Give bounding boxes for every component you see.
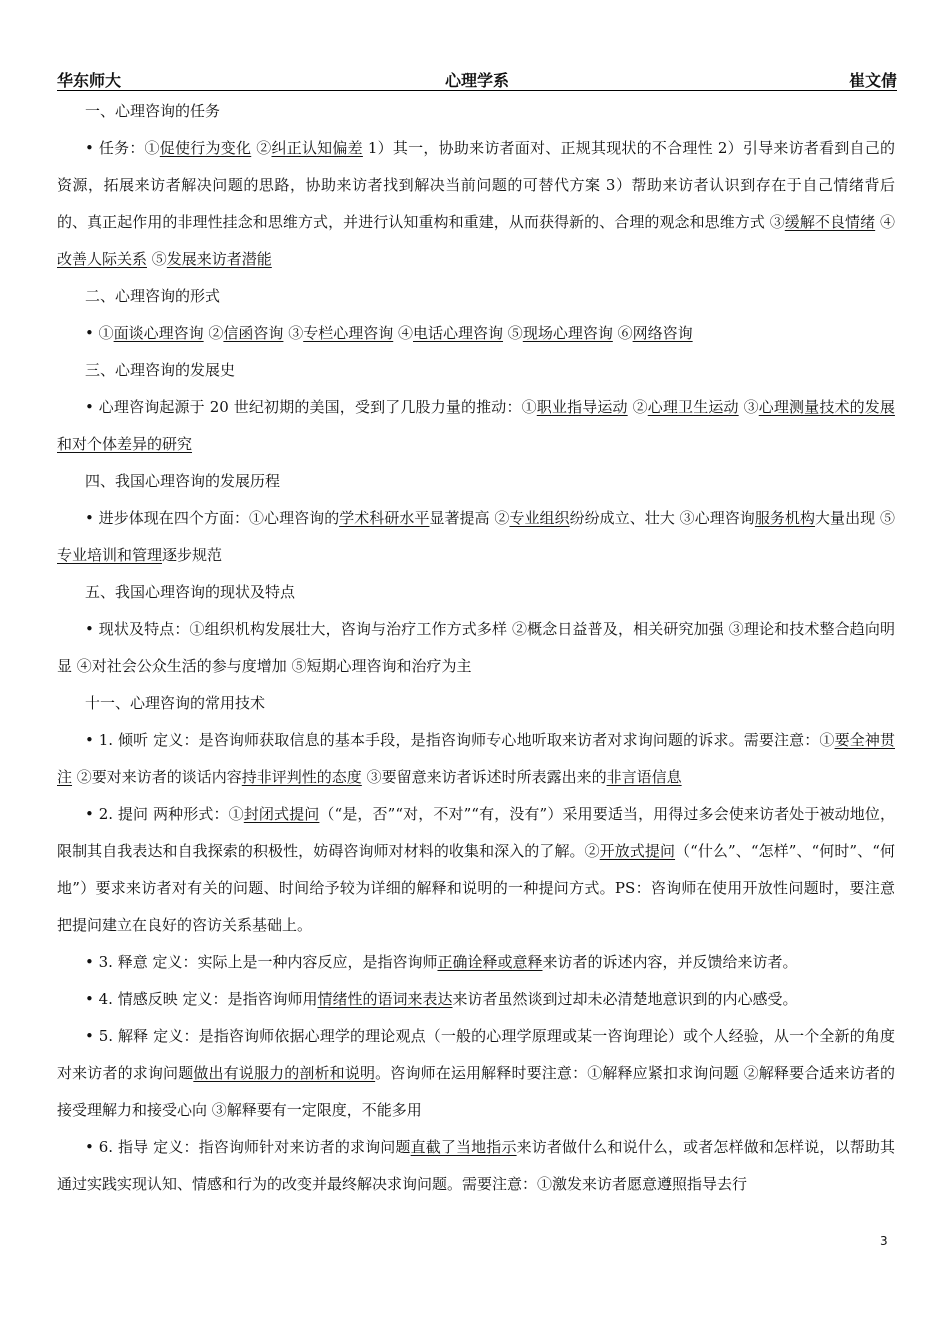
section-heading: 三、心理咨询的发展史 [85,361,236,379]
paragraph: • 1. 倾听 定义：是咨询师获取信息的基本手段，是指咨询师专心地听取来访者对求询问题的诉求。需要注意：①要全神贯注 ②要对来访者的谈话内容持非评判性的态度 ③要留意来访者诉述时所表露出来的非言语信息 [57,731,895,786]
section-heading: 五、我国心理咨询的现状及特点 [85,583,296,601]
section-heading: 十一、心理咨询的常用技术 [85,694,266,712]
header-left: 华东师大 [57,71,122,90]
paragraph: • 心理咨询起源于 20 世纪初期的美国，受到了几股力量的推动：①职业指导运动 ②心理卫生运动 ③心理测量技术的发展和对个体差异的研究 [57,398,895,453]
paragraph: • ①面谈心理咨询 ②信函咨询 ③专栏心理咨询 ④电话心理咨询 ⑤现场心理咨询 ⑥网络咨询 [85,324,693,342]
section-heading: 二、心理咨询的形式 [85,287,221,305]
paragraph: • 2. 提问 两种形式：①封闭式提问（“是，否”“对，不对”“有，没有”）采用要适当，用得过多会使来访者处于被动地位，限制其自我表达和自我探索的积极性，妨碍咨询师对材料的收集和深入的了解。②开放式提问（“什么”、“怎样”、“何时”、“何地”）要求来访者对有关的问题、时间给予较为详细的解释和说明的一种提问方式。PS：咨询师在使用开放性问题时，要注意把提问建立在良好的咨访关系基础上。 [57,805,895,934]
header-center: 心理学系 [444,71,509,90]
paragraph: • 5. 解释 定义：是指咨询师依据心理学的理论观点（一般的心理学原理或某一咨询理论）或个人经验，从一个全新的角度对来访者的求询问题做出有说服力的剖析和说明。咨询师在运用解释时要注意：①解释应紧扣求询问题 ②解释要合适来访者的接受理解力和接受心向 ③解释要有一定限度，不能多用 [57,1027,895,1119]
paragraph: • 进步体现在四个方面：①心理咨询的学术科研水平显著提高 ②专业组织纷纷成立、壮大 ③心理咨询服务机构大量出现 ⑤专业培训和管理逐步规范 [57,509,895,564]
section-heading: 四、我国心理咨询的发展历程 [85,472,281,490]
page-number: 3 [880,1234,888,1248]
paragraph: • 任务：①促使行为变化 ②纠正认知偏差 1）其一，协助来访者面对、正规其现状的不合理性 2）引导来访者看到自己的资源，拓展来访者解决问题的思路，协助来访者找到解决当前问题的可替代方案 3）帮助来访者认识到存在于自己情绪背后的、真正起作用的非理性挂念和思维方式，并进行认知重构和重建，从而获得新的、合理的观念和思维方式 ③缓解不良情绪 ④改善人际关系 ⑤发展来访者潜能 [57,139,895,268]
paragraph: • 6. 指导 定义：指咨询师针对来访者的求询问题直截了当地指示来访者做什么和说什么，或者怎样做和怎样说，以帮助其通过实践实现认知、情感和行为的改变并最终解决求询问题。需要注意：①激发来访者愿意遵照指导去行 [57,1138,895,1193]
document-body [57,93,895,1203]
page-header [57,68,897,91]
section-heading: 一、心理咨询的任务 [85,102,221,120]
header-right: 崔文倩 [848,71,897,90]
paragraph: • 3. 释意 定义：实际上是一种内容反应，是指咨询师正确诠释或意释来访者的诉述内容，并反馈给来访者。 [85,953,798,971]
paragraph: • 4. 情感反映 定义：是指咨询师用情绪性的语词来表达来访者虽然谈到过却未必清楚地意识到的内心感受。 [85,990,798,1008]
paragraph: • 现状及特点：①组织机构发展壮大，咨询与治疗工作方式多样 ②概念日益普及，相关研究加强 ③理论和技术整合趋向明显 ④对社会公众生活的参与度增加 ⑤短期心理咨询和治疗为主 [57,620,895,675]
